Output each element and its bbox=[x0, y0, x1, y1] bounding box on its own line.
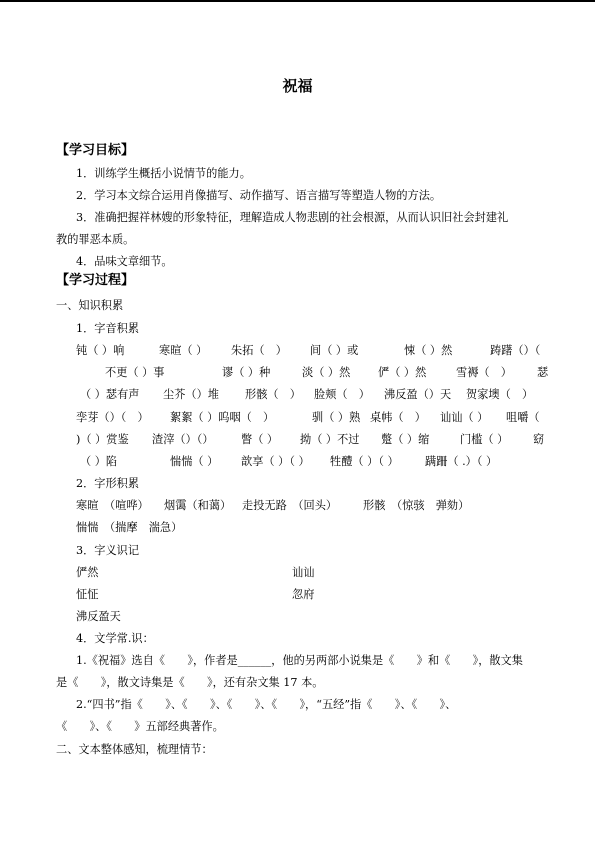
shape-row2: 惴惴 （揣摩 湍急） bbox=[76, 521, 183, 534]
meaning-item: 忽府 bbox=[292, 588, 315, 601]
pron-item: 不更（ ）事 bbox=[105, 366, 165, 379]
goal-2: 2．学习本文综合运用肖像描写、动作描写、语言描写等塑造人物的方法。 bbox=[76, 189, 442, 202]
shape-item: 寒暄 （喧哗） bbox=[76, 499, 149, 512]
meaning-item: 怔怔 bbox=[76, 588, 99, 601]
pron-item: 间（ ）或 bbox=[310, 344, 359, 357]
pron-item: 瞥（ ） bbox=[241, 433, 279, 446]
pron-item: 寒暄（ ） bbox=[159, 344, 208, 357]
pron-item: 驯（ ）熟 bbox=[312, 411, 361, 424]
pron-item: 渣滓（）（） bbox=[152, 433, 214, 446]
pron-item: 蹒跚（ .）（ ） bbox=[425, 455, 498, 468]
pron-item: 歆享（ ）（ ） bbox=[241, 455, 310, 468]
goal-4: 4．品味文章细节。 bbox=[76, 255, 173, 268]
pron-item: 俨（ ）然 bbox=[378, 366, 427, 379]
pron-item: 门槛（ ） bbox=[460, 433, 509, 446]
page-title: 祝福 bbox=[282, 77, 313, 95]
pron-item: 絮絮（ ）呜咽（ ） bbox=[170, 411, 275, 424]
pron-item: 尘芥（）堆 bbox=[163, 388, 219, 401]
sub-shape: 2．字形积累 bbox=[76, 477, 140, 490]
goal-1: 1．训练学生概括小说情节的能力。 bbox=[76, 167, 251, 180]
pron-item: 贺家墺（ ） bbox=[466, 388, 534, 401]
pron-item: 朱拓（ ） bbox=[231, 344, 287, 357]
sub-pronunciation: 1．字音积累 bbox=[76, 322, 140, 335]
pron-item: 桌帏（ ） bbox=[370, 411, 426, 424]
pron-item: 悚（ ）然 bbox=[404, 344, 453, 357]
pron-item: 牲醴（ ）（ ） bbox=[330, 455, 399, 468]
pron-item: 讪讪（ ） bbox=[440, 411, 489, 424]
top-rule bbox=[0, 0, 595, 2]
pron-item: 蹩（ ）缩 bbox=[381, 433, 430, 446]
section-header-process: 【学习过程】 bbox=[56, 273, 135, 288]
pron-item: 瑟 bbox=[537, 366, 549, 379]
pron-item: 钝（ ）响 bbox=[76, 344, 125, 357]
lit-q2-cont: 《 》、《 》五部经典著作。 bbox=[56, 720, 224, 733]
goal-3: 3．准确把握祥林嫂的形象特征，理解造成人物悲剧的社会根源，从而认识旧社会封建礼 bbox=[76, 211, 509, 224]
pron-item: 孪芽（）（ ） bbox=[76, 411, 149, 424]
shape-item: 形骸 （惊骇 弹劾） bbox=[363, 499, 470, 512]
part-plot: 二、文本整体感知，梳理情节： bbox=[56, 743, 213, 756]
meaning-item: 俨然 bbox=[76, 566, 99, 579]
pron-item: 形骸（ ） bbox=[245, 388, 301, 401]
pron-item: 谬（ ）种 bbox=[222, 366, 271, 379]
pron-item: 雪褥（ ） bbox=[456, 366, 512, 379]
pron-item: （ ）陷 bbox=[80, 455, 118, 468]
section-header-goals: 【学习目标】 bbox=[56, 143, 135, 158]
goal-3-cont: 教的罪恶本质。 bbox=[56, 233, 135, 246]
pron-item: 沸反盈（）天 bbox=[384, 388, 452, 401]
meaning-item: 讪讪 bbox=[292, 566, 315, 579]
pron-item: 咀嚼（ bbox=[506, 411, 540, 424]
pron-item: 拗（ ）不过 bbox=[300, 433, 360, 446]
sub-meaning: 3．字义识记 bbox=[76, 544, 140, 557]
lit-q1: 1.《祝福》选自《 》，作者是______，他的另两部小说集是《 》和《 》，散文集 bbox=[76, 654, 523, 667]
pron-item: 脸颊（ ） bbox=[314, 388, 370, 401]
sub-literature: 4．文学常.识： bbox=[76, 632, 154, 645]
pron-item: )（ ）赏鉴 bbox=[76, 433, 129, 446]
pron-item: 窈 bbox=[533, 433, 545, 446]
pron-item: 踌躇（）（ bbox=[490, 344, 541, 357]
shape-item: 烟霭（和蔼） bbox=[164, 499, 232, 512]
part-knowledge: 一、知识积累 bbox=[56, 299, 124, 312]
meaning-item: 沸反盈天 bbox=[76, 610, 121, 623]
lit-q2: 2.“四书”指《 》、《 》、《 》、《 》，“五经”指《 》、《 》、 bbox=[76, 698, 457, 711]
lit-q1-cont: 是《 》，散文诗集是《 》，还有杂文集 17 本。 bbox=[56, 676, 324, 689]
pron-item: 淡（ ）然 bbox=[302, 366, 351, 379]
shape-item: 走投无路 （回头） bbox=[242, 499, 338, 512]
pron-item: （ ）瑟有声 bbox=[80, 388, 140, 401]
pron-item: 惴惴（ ） bbox=[170, 455, 219, 468]
